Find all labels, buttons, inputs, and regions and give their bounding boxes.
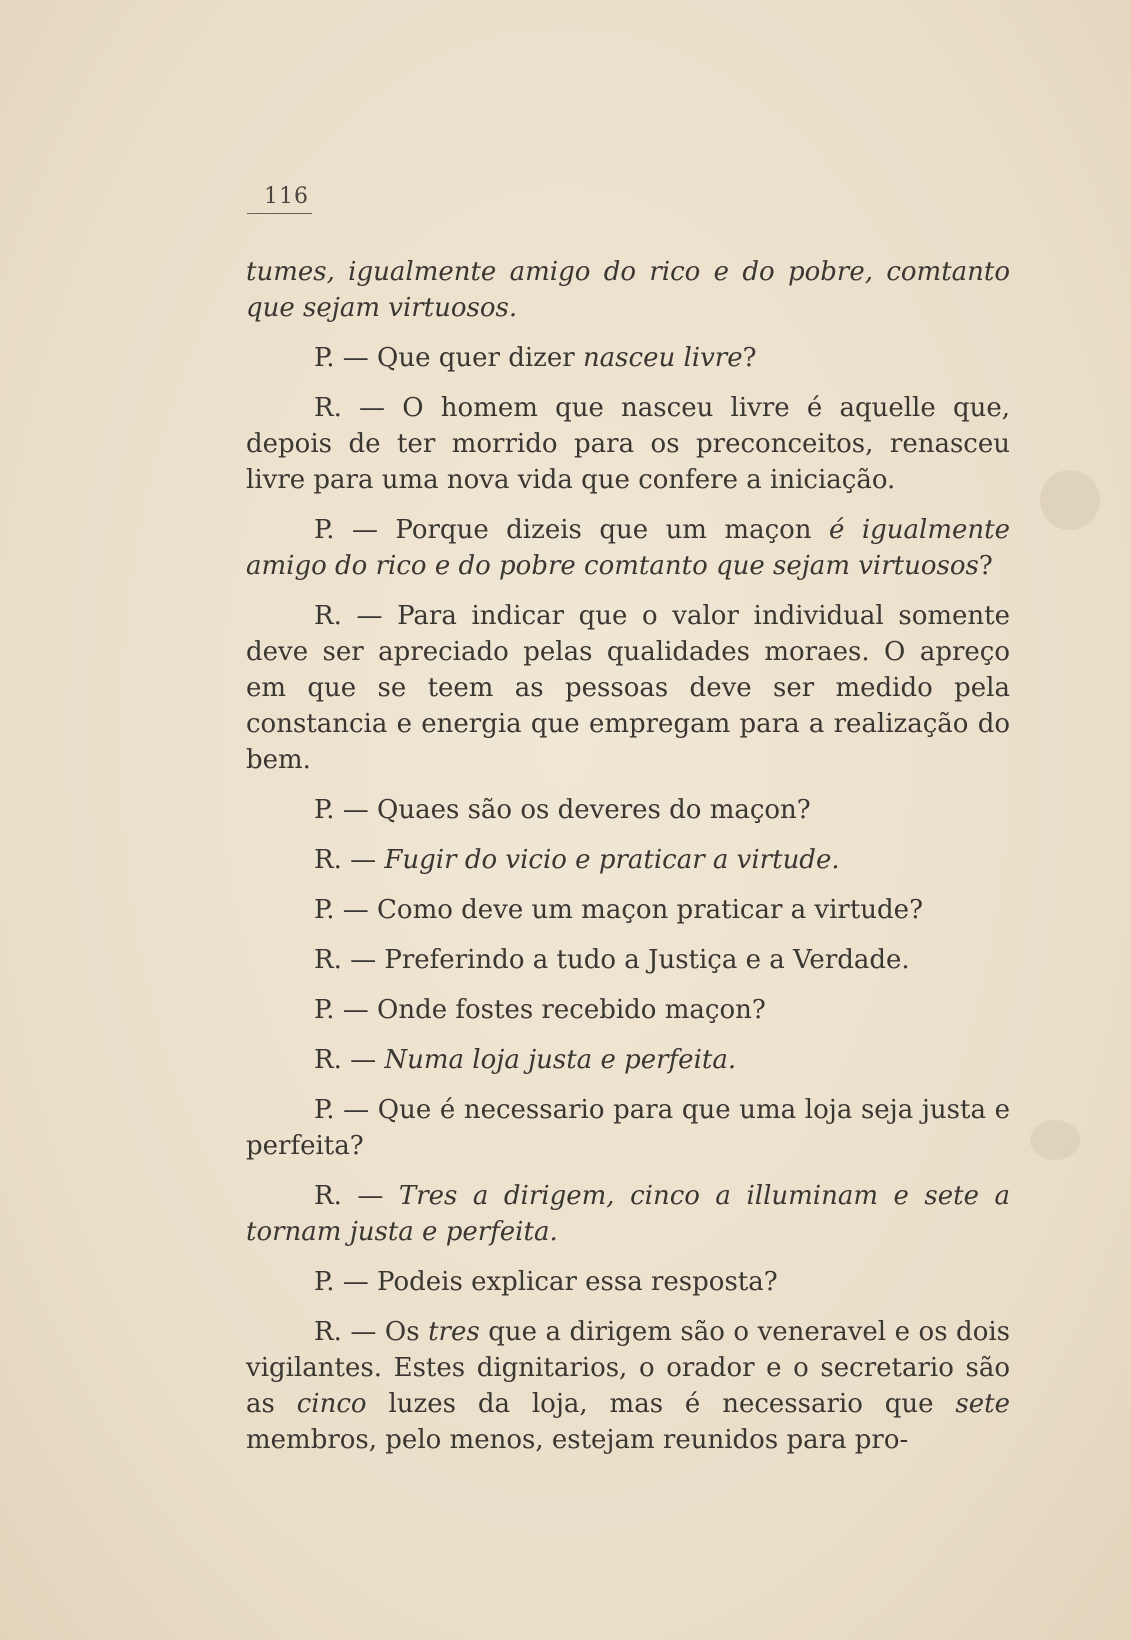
text-segment: R. — O homem que nasceu livre é aquelle que, depois de ter morrido para os preconceitos, renasceu livre para uma nova vida que confere a iniciação. bbox=[246, 393, 1010, 495]
italic-text: é igualmente amigo do rico e do pobre comtanto que sejam virtuosos bbox=[246, 515, 1010, 581]
paragraph bbox=[246, 390, 1010, 498]
italic-text: Numa loja justa e perfeita. bbox=[384, 1045, 737, 1075]
paragraph bbox=[246, 1042, 1010, 1078]
italic-text: Tres a dirigem, cinco a illuminam e sete a tornam justa e perfeita. bbox=[246, 1181, 1010, 1247]
body-text bbox=[246, 254, 1010, 1472]
paper-stain bbox=[1040, 470, 1100, 530]
italic-text: tres bbox=[428, 1317, 480, 1347]
text-segment: ? bbox=[978, 551, 993, 581]
paragraph bbox=[246, 254, 1010, 326]
paragraph bbox=[246, 992, 1010, 1028]
text-segment: P. — Que quer dizer bbox=[314, 343, 583, 373]
paragraph bbox=[246, 1314, 1010, 1458]
text-segment: R. — Preferindo a tudo a Justiça e a Verdade. bbox=[314, 945, 910, 975]
text-segment: P. — Porque dizeis que um maçon bbox=[314, 515, 829, 545]
paragraph bbox=[246, 598, 1010, 778]
text-segment: R. — bbox=[314, 845, 385, 875]
italic-text: cinco bbox=[296, 1389, 367, 1419]
paragraph bbox=[246, 1264, 1010, 1300]
text-segment: luzes da loja, mas é necessario que bbox=[366, 1389, 956, 1419]
text-segment: R. — Os bbox=[314, 1317, 429, 1347]
text-segment: P. — Que é necessario para que uma loja seja justa e perfeita? bbox=[246, 1095, 1010, 1161]
italic-text: sete bbox=[955, 1389, 1010, 1419]
text-segment: P. — Podeis explicar essa resposta? bbox=[314, 1267, 778, 1297]
text-segment: P. — Onde fostes recebido maçon? bbox=[314, 995, 766, 1025]
text-segment: membros, pelo menos, estejam reunidos para pro- bbox=[246, 1425, 909, 1455]
paragraph bbox=[246, 512, 1010, 584]
page-number-rule bbox=[247, 213, 312, 214]
page-number: 116 bbox=[264, 184, 309, 209]
text-segment: ? bbox=[742, 343, 757, 373]
paragraph bbox=[246, 1092, 1010, 1164]
italic-text: Fugir do vicio e praticar a virtude. bbox=[384, 845, 840, 875]
italic-text: nasceu livre bbox=[582, 343, 743, 373]
paragraph bbox=[246, 1178, 1010, 1250]
text-segment: P. — Como deve um maçon praticar a virtude? bbox=[314, 895, 924, 925]
text-segment: R. — Para indicar que o valor individual somente deve ser apreciado pelas qualidades moraes. O apreço em que se teem as pessoas deve ser medido pela constancia e energia que empregam para a realização do bem. bbox=[246, 601, 1010, 775]
italic-text: tumes, igualmente amigo do rico e do pobre, comtanto que sejam virtuosos. bbox=[246, 257, 1010, 323]
paper-stain bbox=[1030, 1120, 1080, 1160]
text-segment: R. — bbox=[314, 1181, 399, 1211]
paragraph bbox=[246, 340, 1010, 376]
text-segment: P. — Quaes são os deveres do maçon? bbox=[314, 795, 811, 825]
paragraph bbox=[246, 942, 1010, 978]
text-segment: que a dirigem são o veneravel e os dois vigilantes. Estes dignitarios, o orador e o secretario são as bbox=[246, 1317, 1011, 1419]
paragraph bbox=[246, 892, 1010, 928]
text-segment: R. — bbox=[314, 1045, 385, 1075]
paragraph bbox=[246, 792, 1010, 828]
paragraph bbox=[246, 842, 1010, 878]
